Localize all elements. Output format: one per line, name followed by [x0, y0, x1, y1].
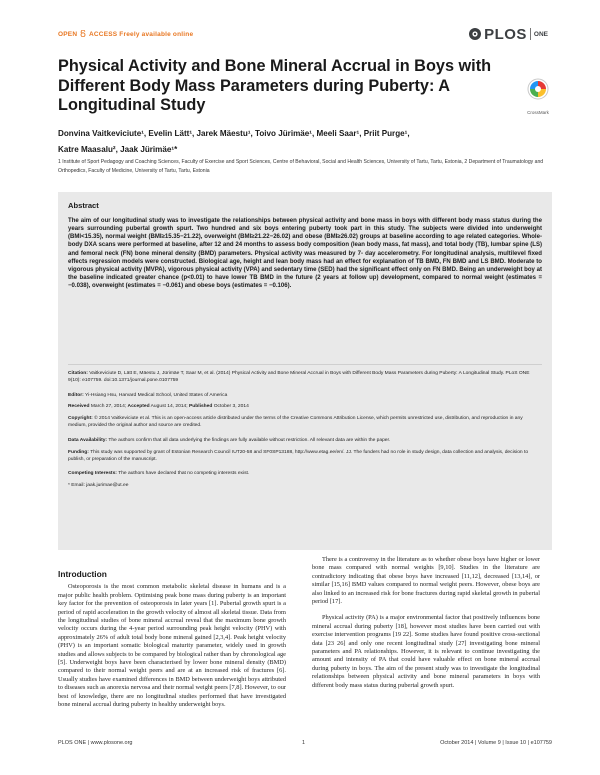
accepted-label: Accepted: [127, 404, 150, 409]
footer-journal: PLOS ONE | www.plosone.org: [58, 740, 133, 746]
right-column: [312, 556, 540, 690]
crossmark-badge[interactable]: [518, 78, 558, 115]
footer-issue: October 2014 | Volume 9 | Issue 10 | e107759: [440, 740, 552, 746]
crossmark-icon: [527, 78, 549, 104]
abstract-text: The aim of our longitudinal study was to investigate the relationships between physical activity and bone mass in boys with different body mass status during the years surrounding pubertal growth spurt. Two hundred and six boys entering puberty took part in this study. The subjects were divided into underweight (BMI<15.35), normal weight (BMI≥15.35−21.22), overweight (BMI≥21.22−26.02) and obese (BMI≥26.02) groups at baseline according to age related categories. Whole-body DXA scans were performed at baseline, after 12 and 24 months to assess body composition (lean body mass, fat mass), and total body (TB), lumbar spine (LS) and femoral neck (FN) bone mineral density (BMD) parameters. Physical activity was measured by 7- day accelerometry. For longitudinal analysis, multilevel fixed effects regression models were constructed. Biological age, height and lean body mass had an effect for explanation of TB BMD, FN BMD and LS BMD. Moderate to vigorous physical activity (MVPA), vigorous physical activity (VPA) and sedentary time (SED) had the significant effect only on FN BMD. Being an underweight boy at the baseline indicated greater chance (p<0.01) to have lower TB BMD in the future (2 years at follow up) development, compared to normal weight (estimates = −0.038), overweight (estimates = −0.061) and obese boys (estimates = −0.106).: [68, 218, 542, 290]
intro-paragraph-1: Osteoporosis is the most common metabolic skeletal disease in humans and is a major public health problem. Optimising peak bone mass during puberty is an important key factor for the prevention of osteoporosis in later years [1]. Pubertal growth spurt is a period of rapid acceleration in the growth velocity of almost all skeletal tissue. Data from the longitudinal studies of bone mineral accrual reveal that the maximum bone growth velocity occurs during the 4-year period surrounding peak height velocity (PHV) with approximately 26% of adult total body bone mineral gained [2,3,4]. Peak height velocity (PHV) is an important somatic biological maturity parameter, widely used in growth studies and allows subjects to be compared by biological rather than by chronological age [5]. Underweight boys have been characterised by lower bone mineral density (BMD) compared to their normal weight peers and are at an increased risk of fractures [6]. Usually studies have examined differences in BMD between underweight boys attributed to diseases such as anorexia nervosa and their normal weight peers [7,8]. However, to our best of knowledge, there are no longitudinal studies performed that have investigated bone mineral accrual during puberty in healthy underweight boys.: [58, 583, 286, 709]
citation-text: Vaitkeviciute D, Lätt E, Mäestu J, Jürimäe T, Saar M, et al. (2014) Physical Activity and Bone Mineral Accrual in Boys with Different Body Mass Parameters during Puberty: A Longitudinal Study. PLoS ONE 9(10): e107759. doi:10.1371/journal.pone.0107759: [68, 371, 530, 384]
journal-logo: [468, 24, 548, 44]
funding-label: Funding:: [68, 450, 89, 455]
published-label: Published: [189, 404, 213, 409]
open-lock-icon: [80, 30, 86, 37]
accepted-date: August 14, 2014;: [150, 404, 188, 409]
editor: [68, 392, 542, 399]
affiliations: 1 Institute of Sport Pedagogy and Coaching Sciences, Faculty of Exercise and Sport Sciences, Centre of Behavioral, Social and Health Sciences, University of Tartu, Tartu, Estonia, 2 Department of Traumatology and Orthopedics, Faculty of Medicine, University of Tartu, Tartu, Estonia: [58, 159, 544, 174]
paragraph-gap: [312, 606, 540, 614]
open-access-word: OPEN: [58, 31, 78, 38]
author-list: [58, 126, 548, 158]
logo-divider: [530, 28, 531, 40]
data-availability: [68, 437, 542, 444]
received-label: Received: [68, 404, 90, 409]
copyright-label: Copyright:: [68, 416, 93, 421]
intro-paragraph-2: There is a controversy in the literature as to whether obese boys have higher or lower bone mass compared with normal weights [9,10]. Studies in the literature are contradictory indicating that obese boys have increased [11,12], decreased [13,14], or similar [15,16] BMD values compared to normal weight peers. However, obese boys are also linked to an increased risk for bone fractures during rapid skeletal growth in pubertal period [17].: [312, 556, 540, 606]
authors-line-1: Donvina Vaitkeviciute¹, Evelin Lätt¹, Jarek Mäestu¹, Toivo Jürimäe¹, Meeli Saar¹, Priit Purge¹,: [58, 129, 410, 138]
citation-label: Citation:: [68, 371, 88, 376]
funding: [68, 449, 542, 463]
introduction-heading: Introduction: [58, 569, 107, 579]
crossmark-label: CrossMark: [527, 110, 549, 115]
editor-text: Yi-Hsiang Hsu, Harvard Medical School, United States of America: [85, 393, 228, 398]
competing-interests: [68, 470, 542, 477]
editor-label: Editor:: [68, 393, 84, 398]
abstract-heading: Abstract: [68, 201, 99, 210]
abstract-box: [58, 192, 552, 550]
corresponding-email: * Email: jaak.jurimae@ut.ee: [68, 483, 129, 488]
journal-section: ONE: [533, 30, 548, 38]
data-availability-label: Data Availability:: [68, 438, 108, 443]
competing-label: Competing Interests:: [68, 471, 117, 476]
abstract-divider: [68, 364, 542, 365]
footer-page-number: 1: [302, 740, 306, 746]
open-access-label: [58, 30, 193, 38]
authors-line-2: Katre Maasalu², Jaak Jürimäe¹*: [58, 145, 178, 154]
journal-name: PLOS: [484, 25, 527, 43]
competing-text: The authors have declared that no competing interests exist.: [118, 471, 250, 476]
intro-paragraph-3: Physical activity (PA) is a major environmental factor that positively influences bone mineral accrual during puberty [18], however most studies have been carried out with exercise intervention programs [19 22]. Some studies have found positive cross-sectional data [23 26] and only one recent longitudinal study [27] investigating bone mineral parameters and PA relationships. However, it is relevant to continue investigating the amount and intensity of PA that could have valuable effect on bone mineral accrual during puberty in boys. The aim of the present study was to investigate the longitudinal relationships between physical activity and bone mineral parameters in boys with different body mass status during pubertal growth spurt.: [312, 614, 540, 689]
copyright-text: © 2014 Vaitkeviciute et al. This is an open-access article distributed under the terms of the Creative Commons Attribution License, which permits unrestricted use, distribution, and reproduction in any medium, provided the original author and source are credited.: [68, 416, 523, 429]
citation: [68, 370, 542, 384]
plos-logo-icon: [468, 27, 482, 41]
page-header: [58, 25, 548, 44]
funding-text: This study was supported by grant of Estonian Research Council IUT20-58 and SF0SP13188, http://www.etag.ee/en/. JJ. The funders had no role in study design, data collection and analysis, decision to publish, or preparation of the manuscript.: [68, 450, 529, 463]
published-date: October 3, 2014: [213, 404, 249, 409]
copyright: [68, 415, 542, 429]
left-column: [58, 570, 286, 710]
open-access-rest: ACCESS Freely available online: [89, 31, 194, 38]
dates: [68, 403, 542, 410]
article-title: Physical Activity and Bone Mineral Accrual in Boys with Different Body Mass Parameters during Puberty: A Longitudinal Study: [58, 57, 492, 114]
data-availability-text: The authors confirm that all data underlying the findings are fully available without restriction. All relevant data are within the paper.: [108, 438, 391, 443]
received-date: March 27, 2014;: [90, 404, 127, 409]
